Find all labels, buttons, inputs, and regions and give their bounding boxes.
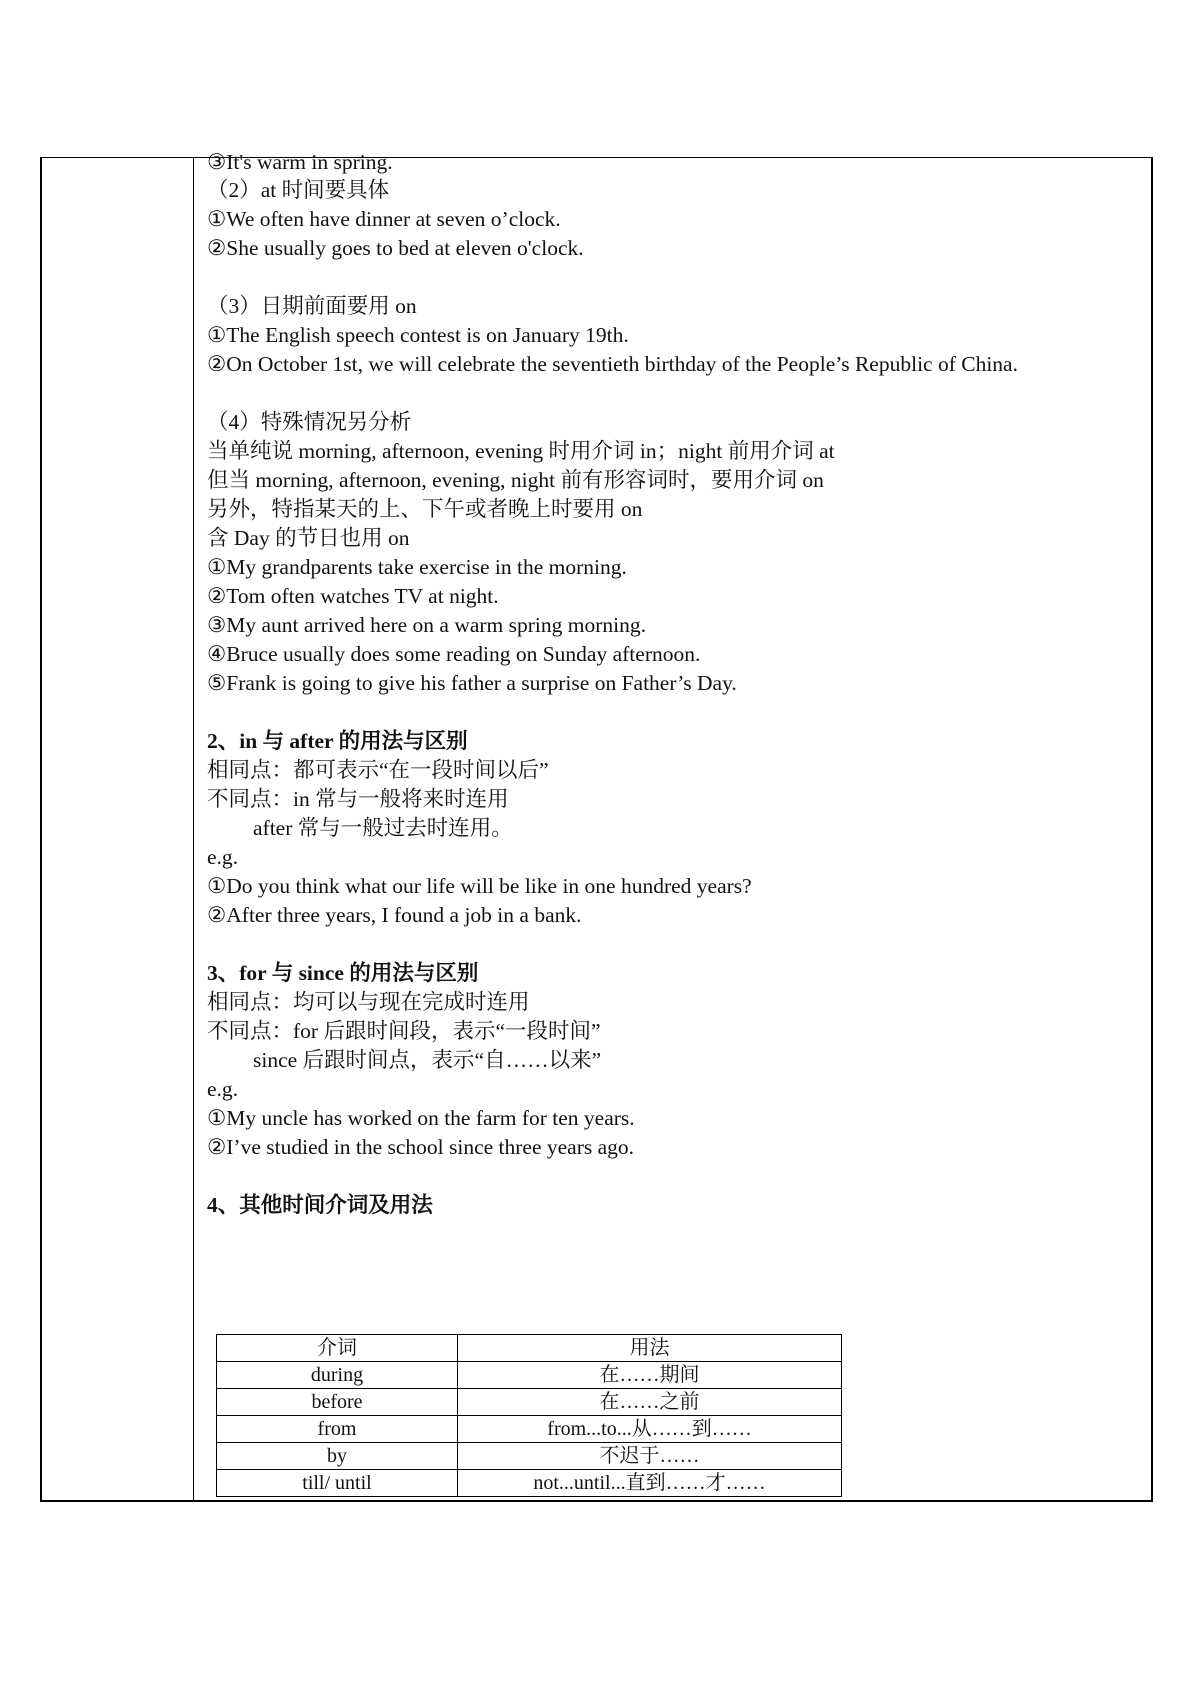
section-heading: 2、in 与 after 的用法与区别 <box>207 729 468 753</box>
table-row <box>217 1443 842 1470</box>
text-line: （4）特殊情况另分析 <box>207 410 412 434</box>
lesson-table <box>40 150 1153 1502</box>
text-line: ②She usually goes to bed at eleven o'clock. <box>207 236 584 260</box>
table-cell: 在……期间 <box>458 1362 842 1389</box>
section-heading: 3、for 与 since 的用法与区别 <box>207 961 479 985</box>
section-heading: 4、其他时间介词及用法 <box>207 1193 433 1217</box>
text-line: after 常与一般过去时连用。 <box>253 816 513 840</box>
table-header-row <box>217 1335 842 1362</box>
table-cell: 不迟于…… <box>458 1443 842 1470</box>
text-line: ①My grandparents take exercise in the morning. <box>207 555 627 579</box>
content-cell <box>203 150 1143 1500</box>
text-line: ③My aunt arrived here on a warm spring morning. <box>207 613 647 637</box>
text-line: ②I’ve studied in the school since three years ago. <box>207 1135 635 1159</box>
text-line: ③It's warm in spring. <box>207 150 393 174</box>
table-header: 用法 <box>458 1335 842 1362</box>
table-row <box>217 1389 842 1416</box>
table-cell: from <box>217 1416 458 1443</box>
table-row <box>217 1416 842 1443</box>
text-line: ⑤Frank is going to give his father a surprise on Father’s Day. <box>207 671 737 695</box>
text-line: ②After three years, I found a job in a bank. <box>207 903 582 927</box>
preposition-table <box>216 1334 842 1497</box>
text-line: 当单纯说 morning, afternoon, evening 时用介词 in；night 前用介词 at <box>207 439 835 463</box>
text-line: ②Tom often watches TV at night. <box>207 584 499 608</box>
text-line: ④Bruce usually does some reading on Sunday afternoon. <box>207 642 701 666</box>
text-line: e.g. <box>207 1077 239 1101</box>
table-cell: before <box>217 1389 458 1416</box>
text-line: ①The English speech contest is on January 19th. <box>207 323 629 347</box>
text-line: 不同点：in 常与一般将来时连用 <box>207 787 509 811</box>
left-column <box>42 158 194 1500</box>
table-cell: till/ until <box>217 1470 458 1497</box>
text-line: 相同点：均可以与现在完成时连用 <box>207 990 530 1014</box>
table-cell: by <box>217 1443 458 1470</box>
text-line: 不同点：for 后跟时间段，表示“一段时间” <box>207 1019 601 1043</box>
table-cell: not...until...直到……才…… <box>458 1470 842 1497</box>
text-line: 另外，特指某天的上、下午或者晚上时要用 on <box>207 497 643 521</box>
table-row <box>217 1470 842 1497</box>
table-header: 介词 <box>217 1335 458 1362</box>
text-line: ①We often have dinner at seven o’clock. <box>207 207 561 231</box>
text-line: （2）at 时间要具体 <box>207 178 390 202</box>
text-line: 但当 morning, afternoon, evening, night 前有形容词时，要用介词 on <box>207 468 824 492</box>
table-row <box>217 1362 842 1389</box>
text-line: （3）日期前面要用 on <box>207 294 417 318</box>
text-line: ②On October 1st, we will celebrate the seventieth birthday of the People’s Republic of China. <box>207 352 1018 376</box>
text-line: 相同点：都可表示“在一段时间以后” <box>207 758 549 782</box>
table-cell: during <box>217 1362 458 1389</box>
text-line: ①Do you think what our life will be like in one hundred years? <box>207 874 752 898</box>
table-cell: from...to...从……到…… <box>458 1416 842 1443</box>
text-line: 含 Day 的节日也用 on <box>207 526 410 550</box>
table-cell: 在……之前 <box>458 1389 842 1416</box>
text-line: ①My uncle has worked on the farm for ten years. <box>207 1106 635 1130</box>
text-line: e.g. <box>207 845 239 869</box>
text-line: since 后跟时间点，表示“自……以来” <box>253 1048 602 1072</box>
